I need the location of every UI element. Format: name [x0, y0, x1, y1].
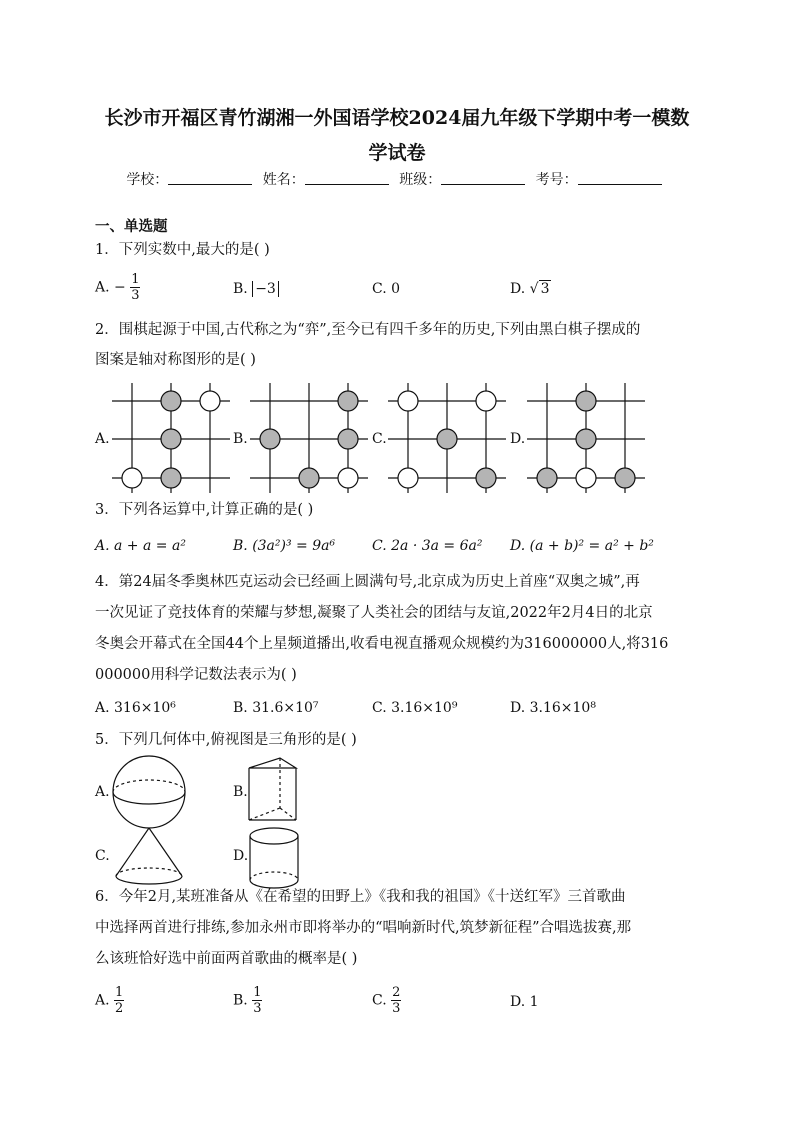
- q2-label-a: A.: [95, 431, 110, 447]
- cylinder-figure: [250, 828, 298, 888]
- q6-a-num: 1: [115, 985, 124, 1000]
- q5-stem: 5．下列几何体中,俯视图是三角形的是( ): [95, 732, 357, 748]
- q6-line3: 么该班恰好选中前面两首歌曲的概率是( ): [95, 951, 358, 967]
- go-board-c: [388, 383, 506, 493]
- white-stone: [576, 468, 596, 488]
- class-blank[interactable]: [441, 172, 525, 185]
- black-stone: [161, 468, 181, 488]
- q3-option-c: C. 2a · 3a = 6a²: [372, 538, 483, 554]
- q6-line1: 6．今年2月,某班准备从《在希望的田野上》《我和我的祖国》《十送红军》三首歌曲: [95, 889, 626, 905]
- q1-b-abs: −3: [252, 281, 279, 297]
- black-stone: [576, 429, 596, 449]
- name-blank[interactable]: [305, 172, 389, 185]
- q3-option-a: A. a + a = a²: [95, 538, 186, 554]
- triangular-prism-figure: [249, 758, 296, 820]
- q6-a-den: 2: [115, 1001, 124, 1016]
- cone-figure: [116, 828, 182, 884]
- q1-a-fraction: [130, 272, 140, 303]
- page-title-line2: 学试卷: [368, 142, 426, 164]
- go-board-b: [250, 383, 368, 493]
- student-info-row: [60, 169, 734, 189]
- q6-option-a: A. $\frac{1}{2}$: [95, 985, 124, 1016]
- black-stone: [338, 391, 358, 411]
- black-stone: [161, 429, 181, 449]
- q4-option-a: A. 316×10⁶: [95, 700, 176, 716]
- black-stone: [260, 429, 280, 449]
- q1-option-a: [95, 272, 140, 303]
- q2-label-d: D.: [510, 431, 526, 447]
- q5-label-a: A.: [95, 784, 110, 800]
- class-label: 班级：: [399, 172, 442, 188]
- black-stone: [338, 429, 358, 449]
- sphere-figure: [113, 756, 185, 828]
- q6-b-num: 1: [253, 985, 262, 1000]
- exam-number-label: 考号：: [535, 172, 578, 188]
- q6-c-den: 3: [392, 1001, 401, 1016]
- go-board-d: [527, 383, 645, 493]
- q5-label-c: C.: [95, 848, 110, 864]
- q1-option-c: C. 0: [372, 281, 401, 297]
- black-stone: [537, 468, 557, 488]
- q1-option-b: [233, 281, 279, 297]
- white-stone: [200, 391, 220, 411]
- q2-label-c: C.: [372, 431, 387, 447]
- black-stone: [299, 468, 319, 488]
- q4-option-b: B. 31.6×10⁷: [233, 700, 319, 716]
- page-title-line1: 长沙市开福区青竹湖湘一外国语学校2024届九年级下学期中考一模数: [104, 107, 690, 129]
- q6-b-fraction: [252, 985, 262, 1016]
- black-stone: [476, 468, 496, 488]
- q6-c-num: 2: [392, 985, 401, 1000]
- q5-label-b: B.: [233, 784, 248, 800]
- q1-a-prefix: A. −: [95, 279, 126, 296]
- school-blank[interactable]: [168, 172, 252, 185]
- white-stone: [476, 391, 496, 411]
- q6-option-d: D. 1: [510, 994, 539, 1010]
- q4-line4: 000000用科学记数法表示为( ): [95, 667, 297, 683]
- exam-number-blank[interactable]: [578, 172, 662, 185]
- q2-go-boards: [0, 375, 794, 505]
- q1-option-d: D. √ 3: [510, 281, 550, 297]
- q1-b-prefix: B.: [233, 281, 253, 297]
- q6-option-c: C. $\frac{2}{3}$: [372, 985, 401, 1016]
- q2-stem-line1: 2．围棋起源于中国,古代称之为“弈”,至今已有四千多年的历史,下列由黑白棋子摆成的: [95, 322, 641, 338]
- q6-line2: 中选择两首进行排练,参加永州市即将举办的“唱响新时代,筑梦新征程”合唱选拔赛,那: [95, 920, 632, 936]
- q6-a-fraction: [114, 985, 124, 1016]
- white-stone: [338, 468, 358, 488]
- go-board-a: [112, 383, 230, 493]
- black-stone: [437, 429, 457, 449]
- name-label: 姓名：: [262, 172, 305, 188]
- white-stone: [398, 468, 418, 488]
- section-heading: 一、单选题: [95, 218, 168, 235]
- q6-b-den: 3: [253, 1001, 262, 1016]
- white-stone: [122, 468, 142, 488]
- q1-d-radicand: 3: [540, 281, 550, 297]
- white-stone: [398, 391, 418, 411]
- q2-stem-line2: 图案是轴对称图形的是( ): [95, 352, 256, 368]
- q2-label-b: B.: [233, 431, 248, 447]
- q4-line3: 冬奥会开幕式在全国44个上星频道播出,收看电视直播观众规模约为316000000人,将316: [95, 636, 669, 652]
- q1-a-num: 1: [131, 272, 140, 287]
- q3-option-b: B. (3a²)³ = 9a⁶: [233, 538, 336, 554]
- q3-stem: 3．下列各运算中,计算正确的是( ): [95, 502, 314, 518]
- q5-solids: [0, 750, 794, 890]
- q4-line1: 4．第24届冬季奥林匹克运动会已经画上圆满句号,北京成为历史上首座“双奥之城”,再: [95, 574, 640, 590]
- black-stone: [615, 468, 635, 488]
- q4-line2: 一次见证了竞技体育的荣耀与梦想,凝聚了人类社会的团结与友谊,2022年2月4日的北京: [95, 605, 653, 621]
- q6-option-b: B. $\frac{1}{3}$: [233, 985, 262, 1016]
- q4-option-c: C. 3.16×10⁹: [372, 700, 458, 716]
- black-stone: [576, 391, 596, 411]
- q1-stem: 1．下列实数中,最大的是( ): [95, 242, 270, 258]
- q3-option-d: D. (a + b)² = a² + b²: [510, 538, 654, 554]
- q1-a-den: 3: [131, 288, 140, 303]
- q1-d-prefix: D.: [510, 281, 530, 297]
- black-stone: [161, 391, 181, 411]
- q5-label-d: D.: [233, 848, 249, 864]
- q4-option-d: D. 3.16×10⁸: [510, 700, 596, 716]
- school-label: 学校：: [126, 172, 169, 188]
- q6-c-fraction: [391, 985, 401, 1016]
